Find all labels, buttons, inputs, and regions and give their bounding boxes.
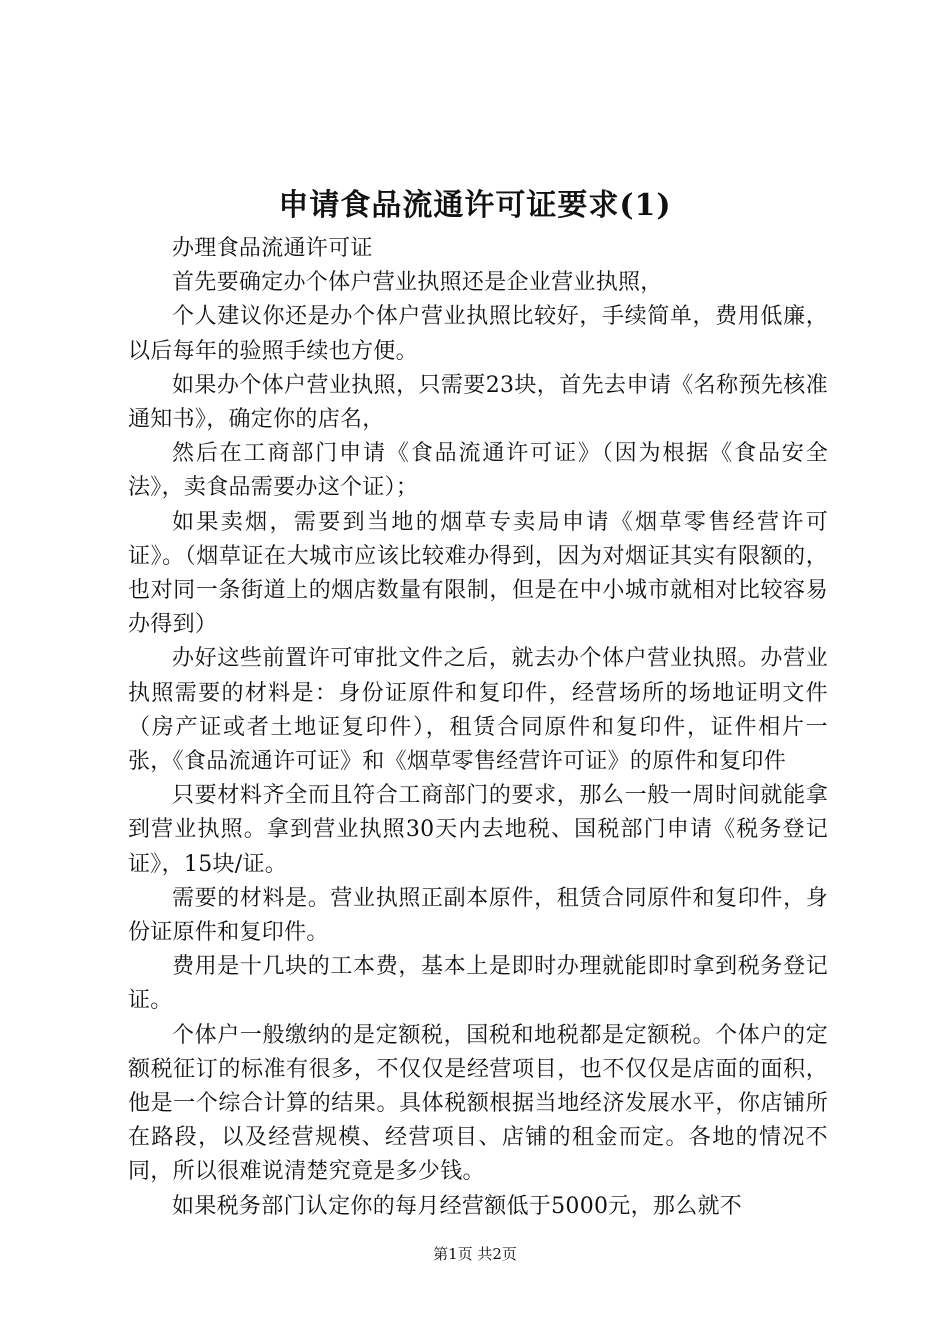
document-title: 申请食品流通许可证要求(1) (278, 188, 672, 223)
paragraph: 然后在工商部门申请《食品流通许可证》（因为根据《食品安全法》，卖食品需要办这个证）； (128, 441, 828, 501)
paragraph: 个人建议你还是办个体户营业执照比较好，手续简单，费用低廉，以后每年的验照手续也方便。 (128, 304, 828, 364)
paragraph: 如果办个体户营业执照，只需要23块，首先去申请《名称预先核准通知书》，确定你的店名， (128, 372, 828, 433)
paragraph: 办理食品流通许可证 (172, 236, 373, 261)
paragraph: 首先要确定办个体户营业执照还是企业营业执照， (172, 270, 663, 296)
paragraph: 只要材料齐全而且符合工商部门的要求，那么一般一周时间就能拿到营业执照。拿到营业执照30天内去地税、国税部门申请《税务登记证》，15块/证。 (128, 783, 828, 877)
paragraph: 费用是十几块的工本费，基本上是即时办理就能即时拿到税务登记证。 (128, 954, 828, 1014)
paragraph: 个体户一般缴纳的是定额税，国税和地税都是定额税。个体户的定额税征订的标准有很多，不仅仅是经营项目，也不仅仅是店面的面积，他是一个综合计算的结果。具体税额根据当地经济发展水平，你店铺所在路段，以及经营规模、经营项目、店铺的租金而定。各地的情况不同，所以很难说清楚究竟是多少钱。 (128, 1022, 828, 1185)
paragraph: 办好这些前置许可审批文件之后，就去办个体户营业执照。办营业执照需要的材料是：身份证原件和复印件，经营场所的场地证明文件（房产证或者土地证复印件），租赁合同原件和复印件，证件相片一张，《食品流通许可证》和《烟草零售经营许可证》的原件和复印件 (128, 646, 828, 775)
paragraph: 需要的材料是。营业执照正副本原件，租赁合同原件和复印件，身份证原件和复印件。 (128, 885, 828, 946)
page-number-label: 第1页 共2页 (433, 1245, 517, 1263)
page-footer (0, 1243, 950, 1265)
document-body (128, 232, 828, 1224)
paragraph: 如果卖烟，需要到当地的烟草专卖局申请《烟草零售经营许可证》。（烟草证在大城市应该比较难办得到，因为对烟证其实有限额的，也对同一条街道上的烟店数量有限制，但是在中小城市就相对比较容易办得到） (128, 509, 828, 638)
paragraph: 如果税务部门认定你的每月经营额低于5000元，那么就不 (172, 1193, 743, 1219)
